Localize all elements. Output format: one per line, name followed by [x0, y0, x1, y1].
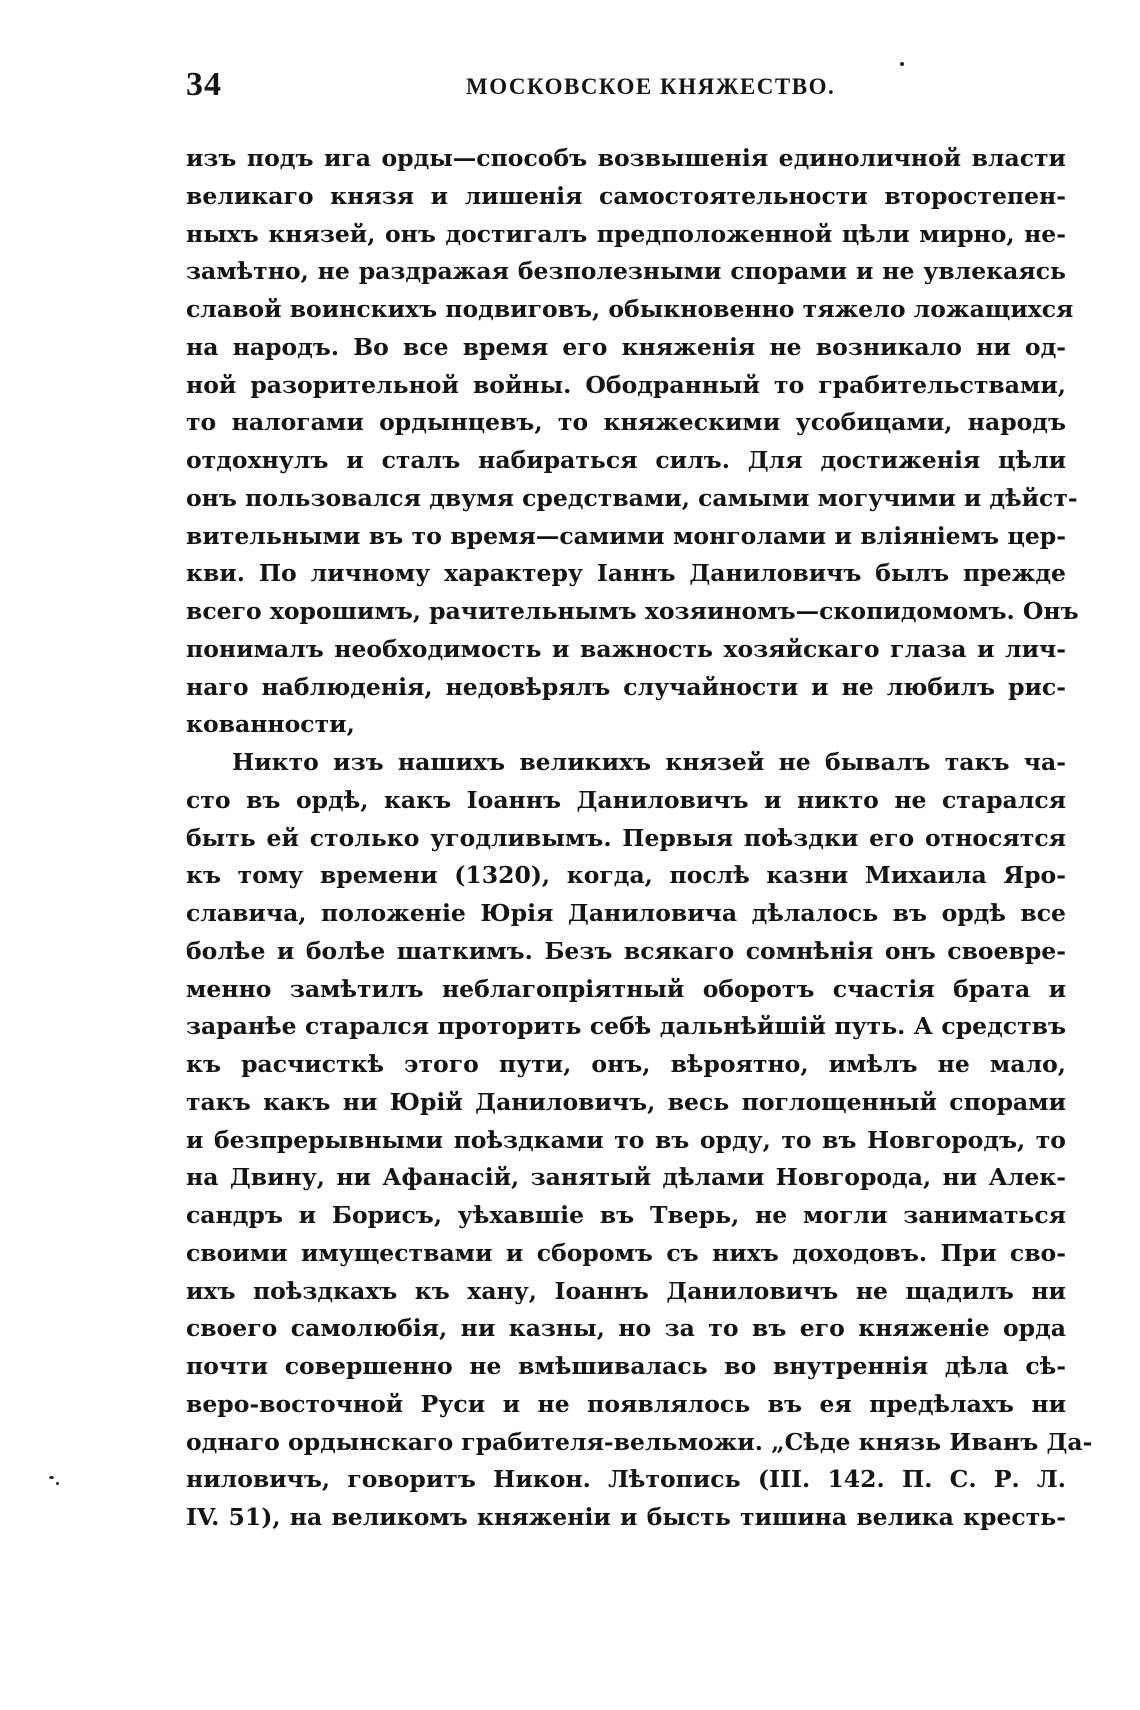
text-line: IV. 51), на великомъ княженіи и бысть тишина велика кресть-	[186, 1503, 1066, 1531]
body-text	[186, 140, 1093, 1537]
text-line: изъ подъ ига орды—способъ возвышенія единоличной власти	[186, 144, 1066, 172]
text-line: заранѣе старался проторить себѣ дальнѣйшій путь. А средствъ	[186, 1012, 1066, 1041]
text-line: веро-восточной Руси и не появлялось въ ея предѣлахъ ни	[186, 1389, 1066, 1418]
text-line: онъ пользовался двумя средствами, самыми могучими и дѣйст-	[186, 483, 1078, 512]
paragraph-1	[186, 140, 1079, 744]
text-line: болѣе и болѣе шаткимъ. Безъ всякаго сомнѣнія онъ своевре-	[186, 936, 1066, 965]
scan-speck	[49, 1476, 54, 1479]
text-line: всего хорошимъ, рачительнымъ хозяиномъ—скопидомомъ. Онъ	[186, 597, 1079, 625]
text-line: такъ какъ ни Юрій Даниловичъ, весь поглощенный спорами	[186, 1087, 1066, 1116]
text-line: менно замѣтилъ неблагопріятный оборотъ счастія брата и	[186, 974, 1066, 1003]
text-line: великаго князя и лишенія самостоятельности второстепен-	[186, 181, 1066, 210]
scan-speck	[900, 62, 904, 66]
text-line: быть ей столько угодливымъ. Первыя поѣздки его относятся	[186, 823, 1066, 852]
text-line: ихъ поѣздкахъ къ хану, Іоаннъ Даниловичъ не щадилъ ни	[186, 1276, 1066, 1305]
text-line: на народъ. Во все время его княженія не возникало ни од-	[186, 332, 1066, 361]
text-line: на Двину, ни Афанасій, занятый дѣлами Новгорода, ни Алек-	[186, 1163, 1066, 1192]
text-line: замѣтно, не раздражая безполезными спорами и не увлекаясь	[186, 257, 1066, 286]
text-line: ниловичъ, говоритъ Никон. Лѣтопись (III. 142. П. С. Р. Л.	[186, 1465, 1066, 1494]
text-line: понималъ необходимость и важность хозяйскаго глаза и лич-	[186, 634, 1066, 663]
page-number: 34	[186, 66, 222, 103]
text-line: отдохнулъ и сталъ набираться силъ. Для достиженія цѣли	[186, 446, 1066, 474]
text-line: вительными въ то время—самими монголами и вліяніемъ цер-	[186, 521, 1066, 550]
text-line: славой воинскихъ подвиговъ, обыкновенно тяжело ложащихся	[186, 295, 1074, 323]
text-line: Никто изъ нашихъ великихъ князей не бывалъ такъ ча-	[232, 748, 1066, 776]
scan-speck	[56, 1482, 59, 1485]
text-line: славича, положеніе Юрія Даниловича дѣлалось въ ордѣ все	[186, 899, 1066, 927]
text-line: сандръ и Борисъ, уѣхавшіе въ Тверь, не могли заниматься	[186, 1201, 1066, 1229]
text-line: своего самолюбія, ни казны, но за то въ его княженіе орда	[186, 1314, 1066, 1343]
text-line: наго наблюденія, недовѣрялъ случайности и не любилъ рис-	[186, 672, 1066, 701]
text-line: ныхъ князей, онъ достигалъ предположенной цѣли мирно, не-	[186, 219, 1066, 248]
text-line: кованности,	[186, 710, 355, 739]
text-line: то налогами ордынцевъ, то княжескими усобицами, народъ	[186, 408, 1066, 437]
text-line: ной разорительной войны. Ободранный то грабительствами,	[186, 370, 1066, 399]
paragraph-2	[186, 744, 1093, 1537]
text-line: своими имуществами и сборомъ съ нихъ доходовъ. При сво-	[186, 1238, 1066, 1267]
text-line: кви. По личному характеру Іаннъ Даниловичъ былъ прежде	[186, 559, 1066, 588]
text-line: къ тому времени (1320), когда, послѣ казни Михаила Яро-	[186, 861, 1066, 890]
text-line: и безпрерывными поѣздками то въ орду, то въ Новгородъ, то	[186, 1125, 1066, 1154]
text-line: почти совершенно не вмѣшивалась во внутреннія дѣла сѣ-	[186, 1352, 1066, 1380]
text-line: однаго ордынскаго грабителя-вельможи. „Сѣде князь Иванъ Да-	[186, 1427, 1093, 1456]
running-head	[186, 66, 1066, 116]
text-line: къ расчисткѣ этого пути, онъ, вѣроятно, имѣлъ не мало,	[186, 1050, 1066, 1078]
text-line: сто въ ордѣ, какъ Іоаннъ Даниловичъ и никто не старался	[186, 785, 1066, 814]
running-title: МОСКОВСКОЕ КНЯЖЕСТВО.	[466, 74, 836, 99]
